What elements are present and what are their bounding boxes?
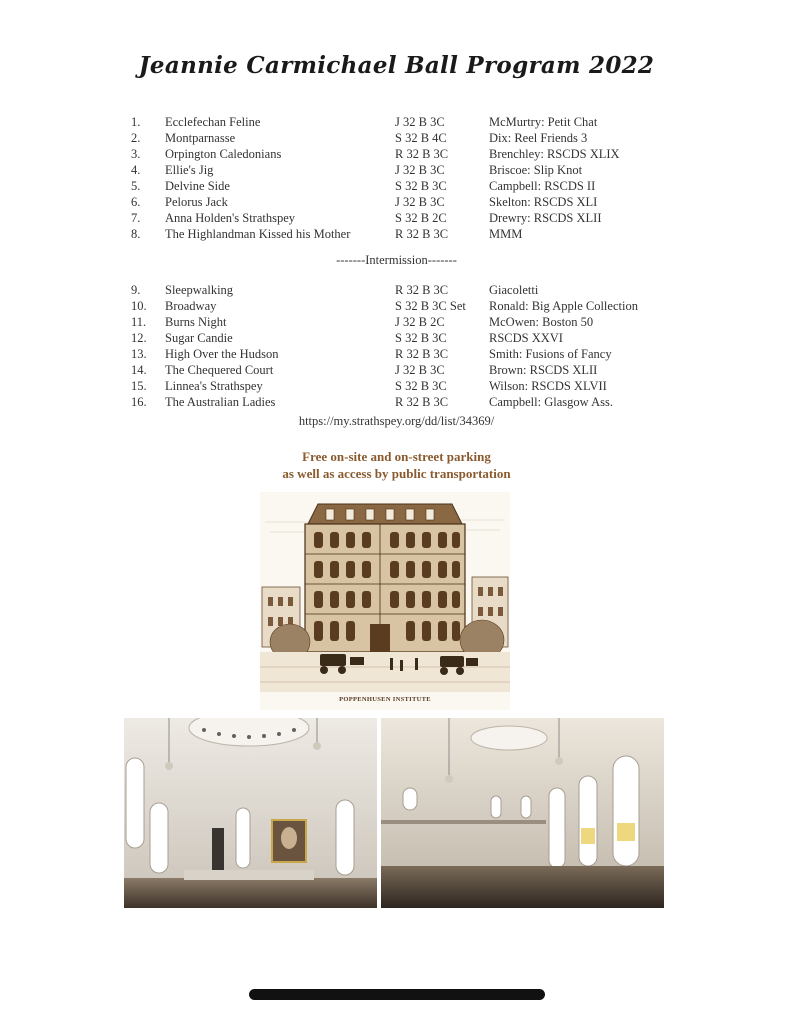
dance-type: R 32 B 3C [395, 147, 449, 161]
dance-name: Montparnasse [165, 131, 236, 145]
dance-source: Briscoe: Slip Knot [489, 163, 583, 177]
ballroom-photo-left [124, 718, 377, 908]
dance-number: 2. [131, 131, 141, 145]
dance-name: Linnea's Strathspey [165, 379, 263, 393]
dance-name: High Over the Hudson [165, 347, 279, 361]
dance-row [0, 114, 793, 130]
dance-type: R 32 B 3C [395, 395, 449, 409]
dance-name: The Australian Ladies [165, 395, 276, 409]
dance-type: S 32 B 2C [395, 211, 447, 225]
dance-source: Smith: Fusions of Fancy [489, 347, 612, 361]
dance-source: McOwen: Boston 50 [489, 315, 594, 329]
dance-number: 1. [131, 115, 141, 129]
dance-row [0, 346, 793, 362]
building-caption: POPPENHUSEN INSTITUTE [339, 696, 431, 703]
dance-type: J 32 B 3C [395, 115, 445, 129]
dance-type: J 32 B 2C [395, 315, 445, 329]
dance-row [0, 226, 793, 242]
dance-number: 4. [131, 163, 141, 177]
dance-row [0, 330, 793, 346]
dance-name: Broadway [165, 299, 217, 313]
dance-row [0, 378, 793, 394]
dance-number: 7. [131, 211, 141, 225]
dance-name: Pelorus Jack [165, 195, 228, 209]
dance-name: Orpington Caledonians [165, 147, 282, 161]
dance-type: J 32 B 3C [395, 363, 445, 377]
dance-row [0, 282, 793, 298]
dance-source: Campbell: Glasgow Ass. [489, 395, 613, 409]
dance-name: Ecclefechan Feline [165, 115, 261, 129]
dance-number: 15. [131, 379, 147, 393]
ballroom-photo-right [381, 718, 664, 908]
dance-row [0, 146, 793, 162]
dance-type: S 32 B 3C [395, 179, 447, 193]
dance-name: Delvine Side [165, 179, 230, 193]
dance-list-url[interactable]: https://my.strathspey.org/dd/list/34369/ [298, 414, 495, 428]
dance-row [0, 298, 793, 314]
dance-source: Brown: RSCDS XLII [489, 363, 598, 377]
dance-number: 8. [131, 227, 141, 241]
program-title: Jeannie Carmichael Ball Program 2022 [138, 52, 655, 79]
dance-name: Sugar Candie [165, 331, 233, 345]
dance-row [0, 162, 793, 178]
dance-name: Ellie's Jig [165, 163, 214, 177]
dance-source: RSCDS XXVI [489, 331, 563, 345]
building-illustration [260, 492, 510, 710]
dance-source: Skelton: RSCDS XLI [489, 195, 598, 209]
dance-source: Ronald: Big Apple Collection [489, 299, 638, 313]
dance-number: 3. [131, 147, 141, 161]
dance-type: R 32 B 3C [395, 283, 449, 297]
dance-row [0, 194, 793, 210]
dance-row [0, 130, 793, 146]
dance-source: Campbell: RSCDS II [489, 179, 596, 193]
dance-number: 10. [131, 299, 147, 313]
dance-number: 9. [131, 283, 141, 297]
dance-source: Dix: Reel Friends 3 [489, 131, 588, 145]
dance-number: 6. [131, 195, 141, 209]
dance-name: Burns Night [165, 315, 227, 329]
dance-row [0, 362, 793, 378]
dance-number: 11. [131, 315, 147, 329]
dance-number: 14. [131, 363, 147, 377]
home-indicator[interactable] [249, 989, 545, 1000]
dance-source: McMurtry: Petit Chat [489, 115, 598, 129]
dance-number: 5. [131, 179, 141, 193]
dance-name: The Highlandman Kissed his Mother [165, 227, 351, 241]
dance-source: Wilson: RSCDS XLVII [489, 379, 607, 393]
dance-source: Giacoletti [489, 283, 539, 297]
dance-row [0, 210, 793, 226]
dance-number: 12. [131, 331, 147, 345]
parking-note [0, 448, 793, 482]
dance-source: MMM [489, 227, 523, 241]
intermission-divider: -------Intermission------- [336, 253, 457, 267]
dance-number: 13. [131, 347, 147, 361]
dance-type: J 32 B 3C [395, 163, 445, 177]
dance-number: 16. [131, 395, 147, 409]
parking-line-2: as well as access by public transportation [282, 466, 511, 481]
dance-type: S 32 B 3C [395, 331, 447, 345]
dance-type: S 32 B 4C [395, 131, 447, 145]
dance-name: Anna Holden's Strathspey [165, 211, 296, 225]
dance-name: Sleepwalking [165, 283, 234, 297]
dance-type: J 32 B 3C [395, 195, 445, 209]
dance-type: R 32 B 3C [395, 347, 449, 361]
dance-row [0, 394, 793, 410]
dance-type: R 32 B 3C [395, 227, 449, 241]
dance-type: S 32 B 3C [395, 379, 447, 393]
dance-row [0, 178, 793, 194]
dance-source: Drewry: RSCDS XLII [489, 211, 602, 225]
dance-source: Brenchley: RSCDS XLIX [489, 147, 620, 161]
dance-name: The Chequered Court [165, 363, 274, 377]
parking-line-1: Free on-site and on-street parking [302, 449, 491, 464]
dance-type: S 32 B 3C Set [395, 299, 466, 313]
dance-row [0, 314, 793, 330]
